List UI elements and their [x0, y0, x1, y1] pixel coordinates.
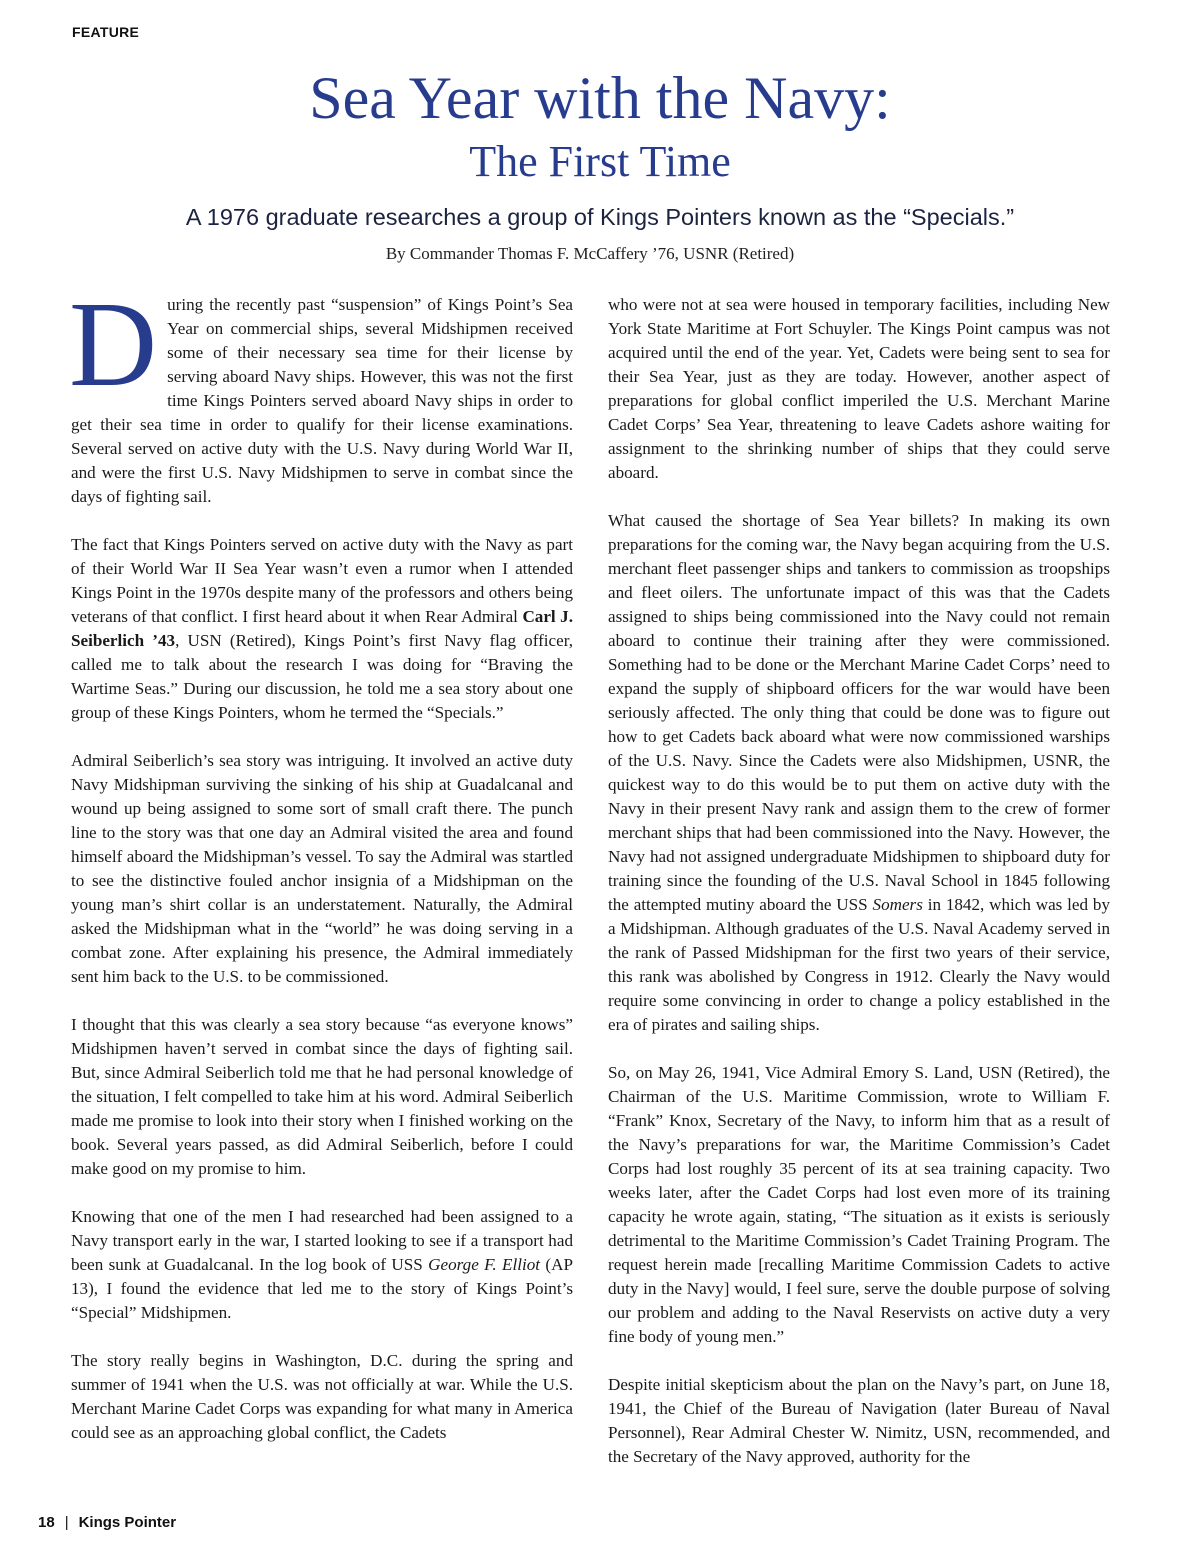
paragraph-text: in 1842, which was led by a Midshipman. Although graduates of the U.S. Naval Academy served in the rank of Passed Midshipman for the first two years of their service, this rank was abolished by Congress in 1912. Clearly the Navy would require some convincing in order to change a policy established in the era of pirates and sailing ships.	[608, 895, 1110, 1034]
paragraph: I thought that this was clearly a sea story because “as everyone knows” Midshipmen haven’t served in combat since the days of fighting sail. But, since Admiral Seiberlich told me that he had personal knowledge of the situation, I felt compelled to take him at his word. Admiral Seiberlich made me promise to look into their story when I finished working on the book. Several years passed, as did Admiral Seiberlich, before I could make good on my promise to him.	[71, 1015, 573, 1178]
paragraph	[608, 509, 1110, 1037]
paragraph: who were not at sea were housed in temporary facilities, including New York State Maritime at Fort Schuyler. The Kings Point campus was not acquired until the end of the year. Yet, Cadets were being sent to sea for their Sea Year, just as they are today. However, another aspect of preparations for global conflict imperiled the U.S. Merchant Marine Cadet Corps’ Sea Year, threatening to leave Cadets ashore waiting for assignment to the shrinking number of ships that they could serve aboard.	[608, 295, 1110, 482]
paragraph-text: What caused the shortage of Sea Year billets? In making its own preparations for the coming war, the Navy began acquiring from the U.S. merchant fleet passenger ships and tankers to commission as troopships and fleet oilers. The unfortunate impact of this was that the Cadets assigned to ships being commissioned into the Navy could not remain aboard to continue their training after they were commissioned. Something had to be done or the Merchant Marine Cadet Corps’ need to expand the supply of shipboard officers for the war would have been seriously affected. The only thing that could be done was to figure out how to get Cadets back aboard what were now commissioned warships of the U.S. Navy. Since the Cadets were also Midshipmen, USNR, the quickest way to do this would be to put them on active duty with the Navy in their present Navy rank and assign them to the crew of former merchant ships that had been commissioned into the Navy. However, the Navy had not assigned undergraduate Midshipmen to shipboard duty for training since the founding of the U.S. Naval School in 1845 following the attempted mutiny aboard the USS	[608, 511, 1110, 914]
paragraph	[71, 533, 573, 725]
paragraph	[69, 277, 573, 509]
page-footer	[38, 1514, 176, 1531]
paragraph: The story really begins in Washington, D.C. during the spring and summer of 1941 when the U.S. was not officially at war. While the U.S. Merchant Marine Cadet Corps was expanding for what many in America could see as an approaching global conflict, the Cadets	[71, 1351, 573, 1442]
publication-name: Kings Pointer	[78, 1514, 177, 1531]
bold-name: Carl J. Seiberlich ’43	[71, 607, 573, 650]
drop-cap: D	[69, 277, 158, 412]
article-deck: A 1976 graduate researches a group of Kings Pointers known as the “Specials.”	[185, 204, 1015, 230]
paragraph-text: The fact that Kings Pointers served on active duty with the Navy as part of their World War II Sea Year wasn’t even a rumor when I attended Kings Point in the 1970s despite many of the professors and others being veterans of that conflict. I first heard about it when Rear Admiral	[71, 535, 573, 626]
footer-separator: |	[64, 1514, 69, 1531]
paragraph-text: uring the recently past “suspension” of Kings Point’s Sea Year on commercial ships, several Midshipmen received some of their necessary sea time for their license by serving aboard Navy ships. However, this was not the first time Kings Pointers served aboard Navy ships in order to get their sea time in order to qualify for their license examinations. Several served on active duty with the U.S. Navy during World War II, and were the first U.S. Navy Midshipmen to serve in combat since the days of fighting sail.	[71, 295, 573, 506]
paragraph-text: , USN (Retired), Kings Point’s first Navy flag officer, called me to talk about the research I was doing for “Braving the Wartime Seas.” During our discussion, he told me a sea story about one group of these Kings Pointers, whom he termed the “Specials.”	[71, 631, 573, 722]
article-subtitle: The First Time	[469, 137, 731, 186]
page-number: 18	[38, 1514, 55, 1531]
paragraph: Admiral Seiberlich’s sea story was intriguing. It involved an active duty Navy Midshipman surviving the sinking of his ship at Guadalcanal and wound up being assigned to some sort of small craft there. The punch line to the story was that one day an Admiral visited the area and found himself aboard the Midshipman’s vessel. To say the Admiral was startled to see the distinctive fouled anchor insignia of a Midshipman on the young man’s shirt collar is an understatement. Naturally, the Admiral asked the Midshipman what in the “world” he was doing serving in a combat zone. After explaining his presence, the Admiral immediately sent him back to the U.S. to be commissioned.	[71, 751, 573, 986]
paragraph	[71, 1205, 573, 1325]
paragraph: So, on May 26, 1941, Vice Admiral Emory S. Land, USN (Retired), the Chairman of the U.S. Maritime Commission, wrote to William F. “Frank” Knox, Secretary of the Navy, to inform him that as a result of the Navy’s preparations for war, the Maritime Commission’s Cadet Corps had lost roughly 35 percent of its at sea training capacity. Two weeks later, after the Cadet Corps had lost even more of its training capacity he wrote again, stating, “The situation as it exists is seriously detrimental to the Maritime Commission’s Cadet Training Program. The request herein made [recalling Maritime Commission Cadets to active duty in the Navy] would, I feel sure, serve the double purpose of solving our problem and adding to the Naval Reservists on active duty a very fine body of young men.”	[608, 1063, 1110, 1346]
ship-name: George F. Elliot	[428, 1255, 541, 1274]
right-column	[608, 293, 1110, 1493]
paragraph-text: Knowing that one of the men I had researched had been assigned to a Navy transport early in the war, I started looking to see if a transport had been sunk at Guadalcanal. In the log book of USS	[71, 1207, 573, 1274]
ship-name: Somers	[872, 895, 923, 914]
byline: By Commander Thomas F. McCaffery ’76, USNR (Retired)	[385, 244, 795, 263]
article-title: Sea Year with the Navy:	[309, 65, 891, 131]
left-column	[69, 277, 573, 1469]
section-label: FEATURE	[72, 24, 140, 40]
paragraph: Despite initial skepticism about the plan on the Navy’s part, on June 18, 1941, the Chief of the Bureau of Navigation (later Bureau of Naval Personnel), Rear Admiral Chester W. Nimitz, USN, recommended, and the Secretary of the Navy approved, authority for the	[608, 1375, 1110, 1466]
paragraph-text: (AP 13), I found the evidence that led me to the story of Kings Point’s “Special” Midshipmen.	[71, 1255, 573, 1322]
